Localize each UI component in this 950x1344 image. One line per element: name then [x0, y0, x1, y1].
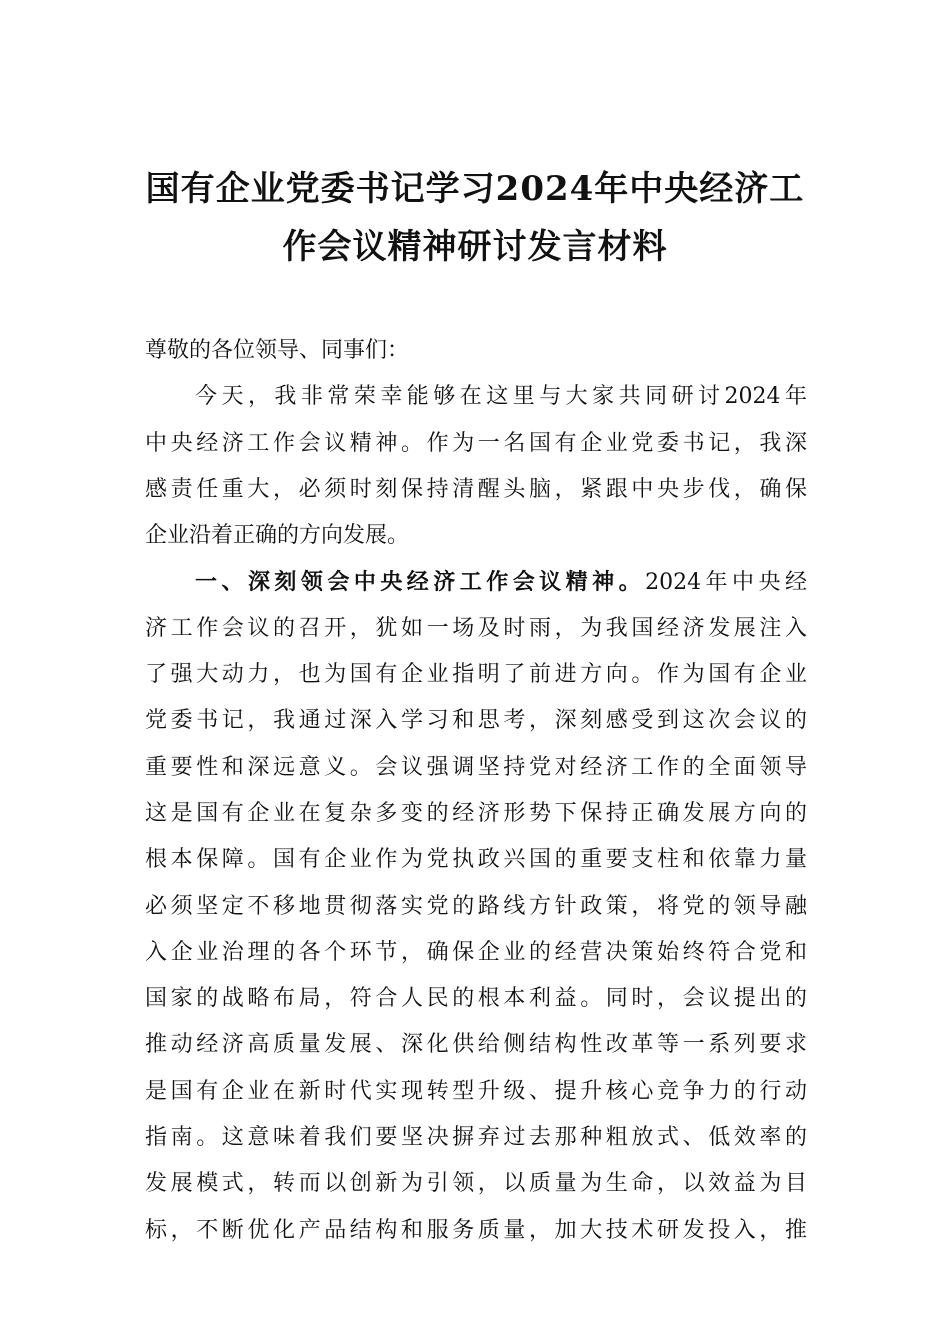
paragraph-line: 企业沿着正确的方向发展。 — [145, 523, 410, 549]
section-first-line-rest: 2024年中央经 — [645, 570, 807, 596]
paragraph-line: 入企业治理的各个环节，确保企业的经营决策始终符合党和 — [145, 939, 807, 965]
paragraph-line: 指南。这意味着我们要坚决摒弃过去那种粗放式、低效率的 — [145, 1125, 807, 1151]
paragraph-line: 济工作会议的召开，犹如一场及时雨，为我国经济发展注入 — [145, 615, 807, 641]
paragraph-line: 发展模式，转而以创新为引领，以质量为生命，以效益为目 — [145, 1171, 807, 1197]
paragraph-section-1 — [145, 559, 807, 1253]
section-heading: 一、深刻领会中央经济工作会议精神。 — [195, 569, 646, 596]
paragraph-line: 国家的战略布局，符合人民的根本利益。同时，会议提出的 — [145, 986, 807, 1012]
section-first-line — [145, 559, 807, 605]
title-line-2: 作会议精神研讨发言材料 — [282, 227, 668, 267]
paragraph-line: 标，不断优化产品结构和服务质量，加大技术研发投入，推 — [145, 1217, 807, 1243]
paragraph-line: 中央经济工作会议精神。作为一名国有企业党委书记，我深 — [145, 430, 807, 456]
paragraph-line: 推动经济高质量发展、深化供给侧结构性改革等一系列要求 — [145, 1032, 807, 1058]
paragraph-line: 了强大动力，也为国有企业指明了前进方向。作为国有企业 — [145, 662, 807, 688]
paragraph-line: 今天，我非常荣幸能够在这里与大家共同研讨2024年 — [195, 384, 807, 410]
paragraph-line: 重要性和深远意义。会议强调坚持党对经济工作的全面领导 — [145, 754, 807, 780]
paragraph-intro — [145, 374, 807, 559]
paragraph-line: 必须坚定不移地贯彻落实党的路线方针政策，将党的领导融 — [145, 893, 807, 919]
paragraph-line: 党委书记，我通过深入学习和思考，深刻感受到这次会议的 — [145, 708, 807, 734]
paragraph-line: 是国有企业在新时代实现转型升级、提升核心竞争力的行动 — [145, 1078, 807, 1104]
document-body — [145, 328, 807, 1254]
paragraph-line: 根本保障。国有企业作为党执政兴国的重要支柱和依靠力量 — [145, 847, 807, 873]
paragraph-line: 感责任重大，必须时刻保持清醒头脑，紧跟中央步伐，确保 — [145, 476, 807, 502]
paragraph-line: 这是国有企业在复杂多变的经济形势下保持正确发展方向的 — [145, 800, 807, 826]
title-line-1: 国有企业党委书记学习2024年中央经济工 — [145, 169, 805, 209]
document-title — [140, 160, 810, 276]
salutation: 尊敬的各位领导、同事们： — [145, 338, 410, 363]
